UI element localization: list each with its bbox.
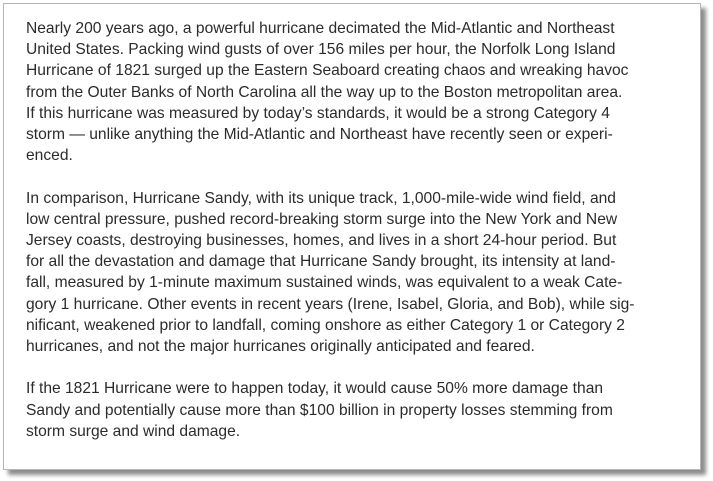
document-body <box>26 18 694 463</box>
paragraph-3 <box>26 378 694 442</box>
text-line: If the 1821 Hurricane were to happen today, it would cause 50% more damage than <box>26 380 604 398</box>
text-line: enced. <box>26 147 73 165</box>
text-line: nificant, weakened prior to landfall, coming onshore as either Category 1 or Category 2 <box>26 316 625 334</box>
text-line: from the Outer Banks of North Carolina all the way up to the Boston metropolitan area. <box>26 83 623 101</box>
text-line: storm surge and wind damage. <box>26 422 241 440</box>
text-line: Jersey coasts, destroying businesses, homes, and lives in a short 24-hour period. But <box>26 232 617 250</box>
paragraph-2 <box>26 188 694 358</box>
text-line: hurricanes, and not the major hurricanes originally anticipated and feared. <box>26 338 535 356</box>
document-frame <box>3 3 701 470</box>
paragraph-1 <box>26 18 694 166</box>
text-line: fall, measured by 1-minute maximum sustained winds, was equivalent to a weak Cate- <box>26 274 623 292</box>
text-line: storm — unlike anything the Mid-Atlantic and Northeast have recently seen or experi- <box>26 126 613 144</box>
text-line: If this hurricane was measured by today’s standards, it would be a strong Category 4 <box>26 104 610 122</box>
text-line: for all the devastation and damage that Hurricane Sandy brought, its intensity at land- <box>26 253 616 271</box>
text-line: United States. Packing wind gusts of over 156 miles per hour, the Norfolk Long Island <box>26 41 616 59</box>
text-line: Nearly 200 years ago, a powerful hurricane decimated the Mid-Atlantic and Northeast <box>26 20 615 37</box>
text-line: low central pressure, pushed record-breaking storm surge into the New York and New <box>26 210 618 228</box>
text-line: gory 1 hurricane. Other events in recent years (Irene, Isabel, Gloria, and Bob), while sig- <box>26 295 635 313</box>
text-line: Sandy and potentially cause more than $100 billion in property losses stemming from <box>26 401 613 419</box>
text-line: In comparison, Hurricane Sandy, with its unique track, 1,000-mile-wide wind field, and <box>26 189 616 207</box>
text-line: Hurricane of 1821 surged up the Eastern Seaboard creating chaos and wreaking havoc <box>26 62 629 80</box>
